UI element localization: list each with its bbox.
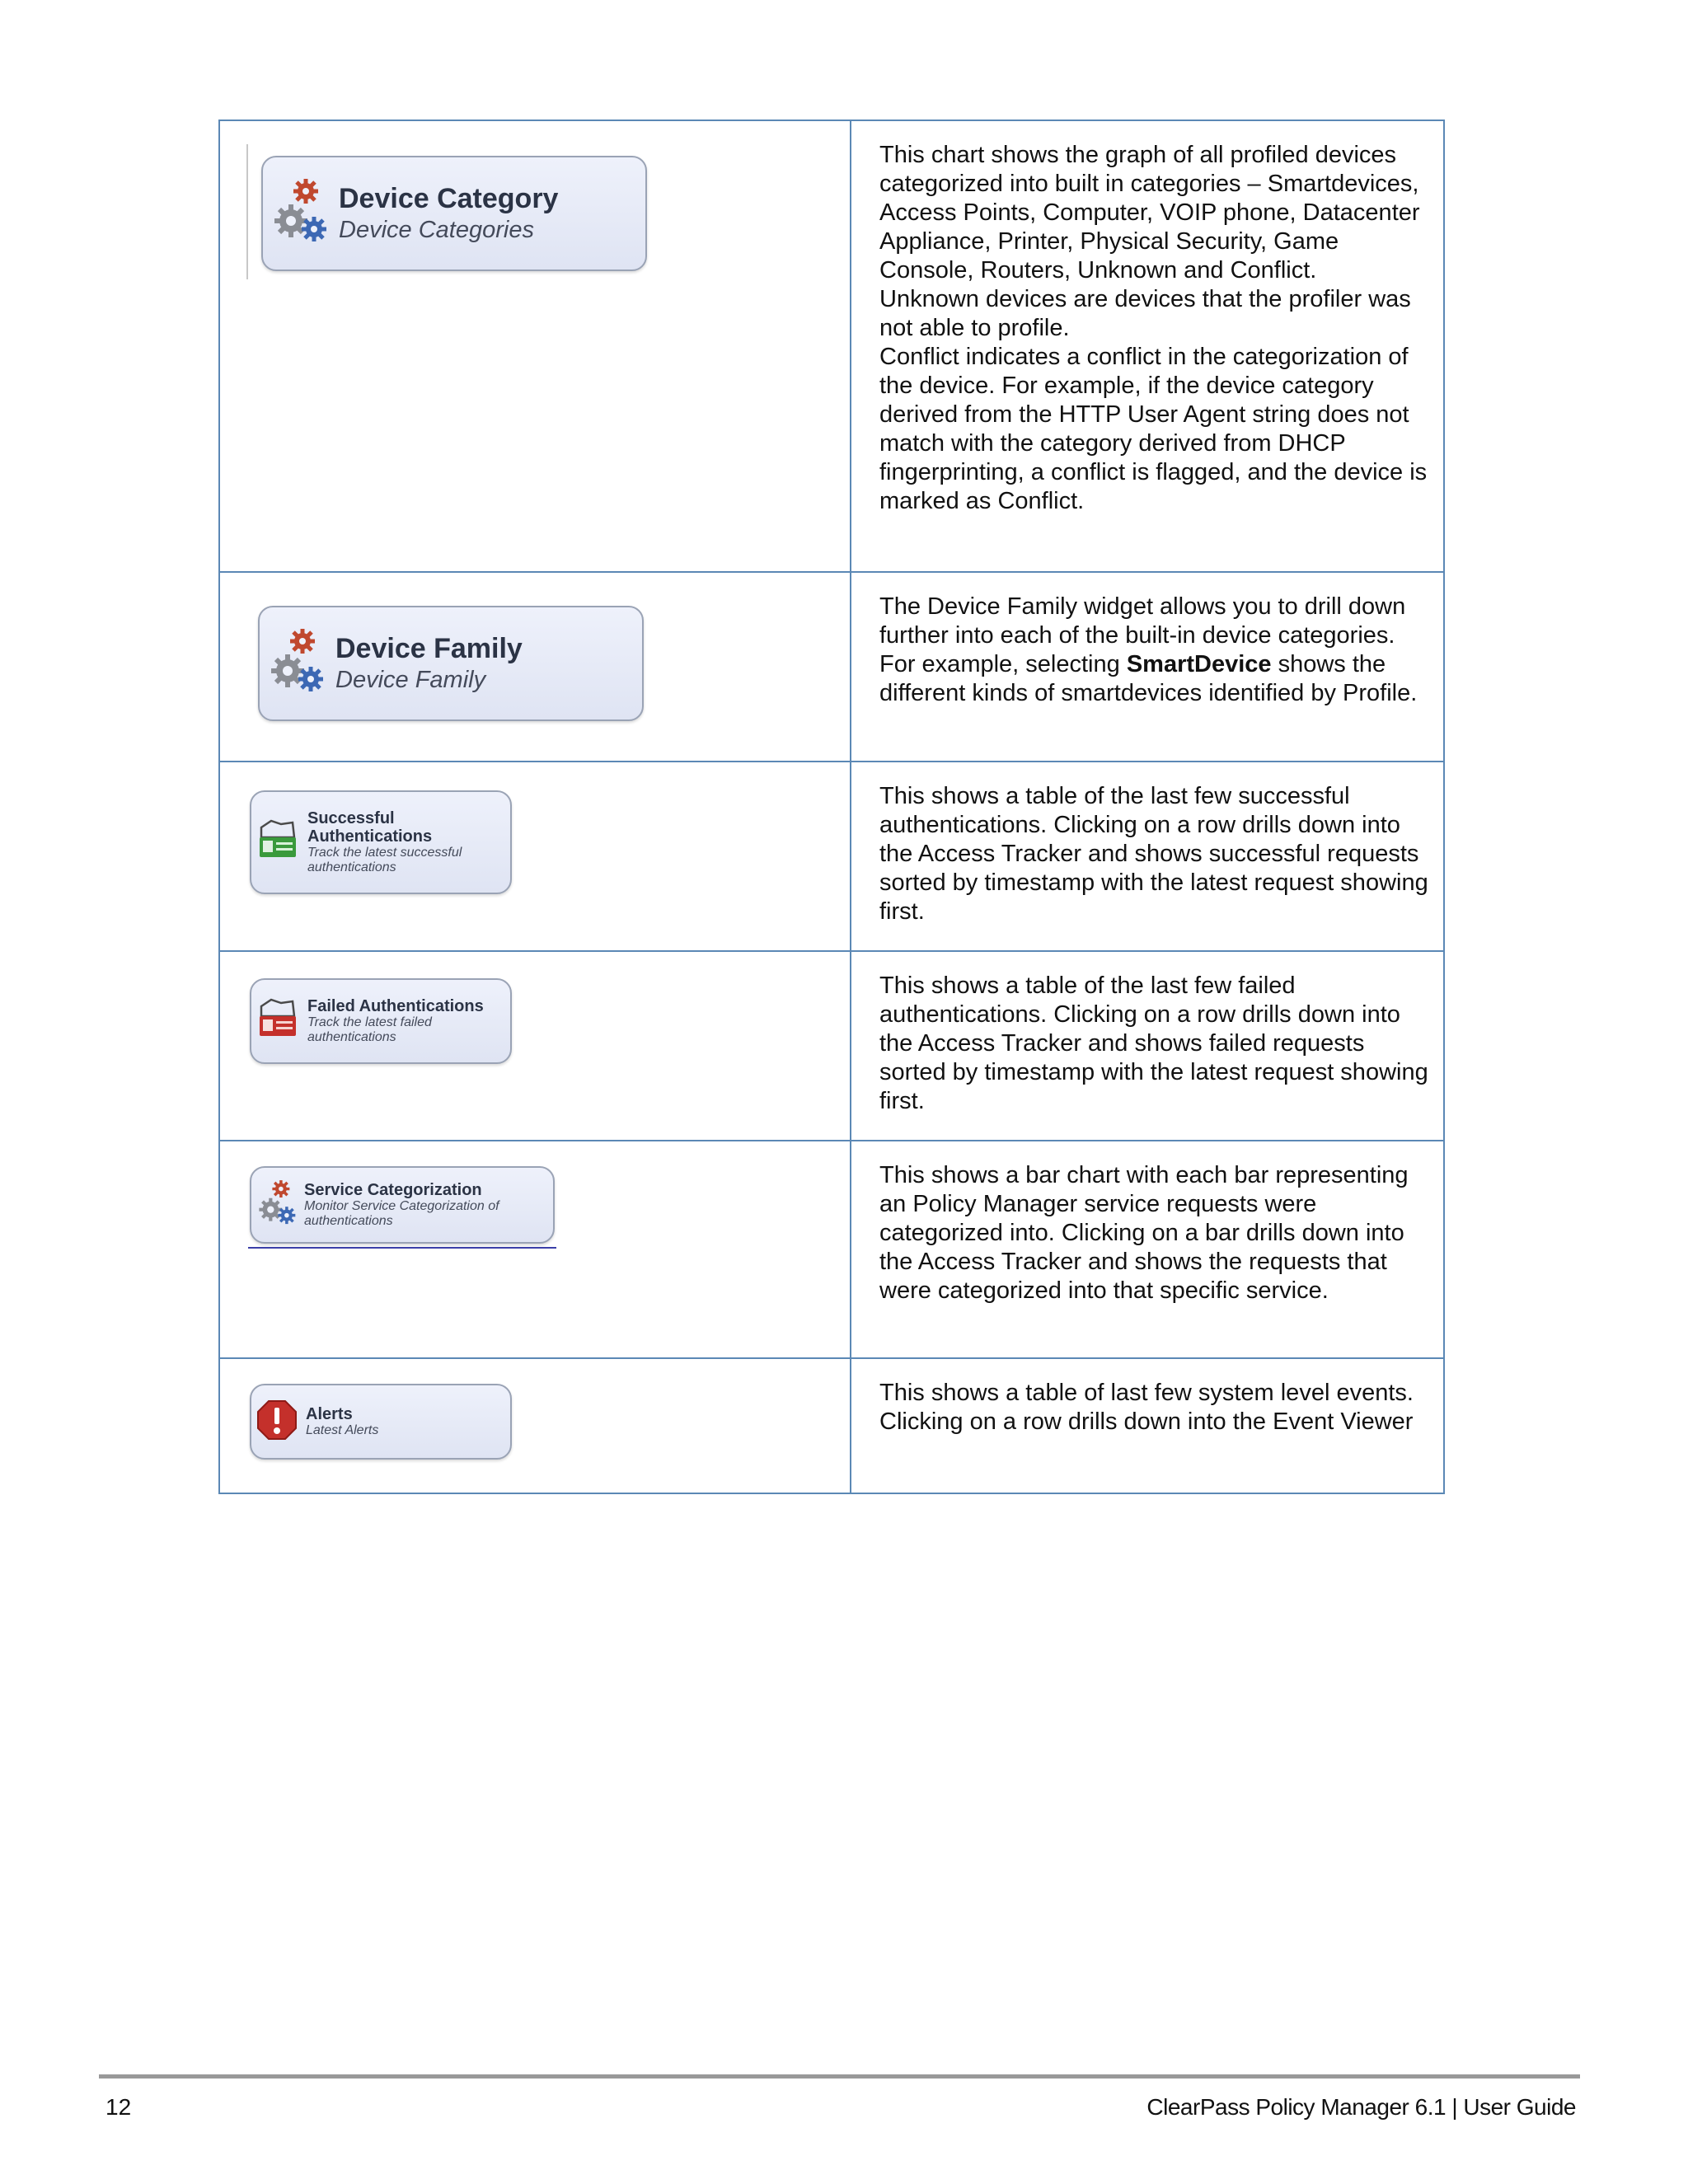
widget-subtitle: authentications bbox=[304, 1214, 393, 1228]
widget-cell bbox=[219, 1141, 851, 1358]
smartdevice-term: SmartDevice bbox=[1126, 651, 1272, 677]
divider bbox=[246, 144, 248, 279]
gears-icon bbox=[270, 626, 324, 701]
description-text: This shows a table of the last few successful authentications. Clicking on a row drills down into the Access Tracker and shows successful requests sorted by timestamp with the latest request showing first. bbox=[879, 783, 1428, 925]
gears-icon bbox=[273, 176, 327, 251]
widget-subtitle: authentications bbox=[307, 860, 396, 874]
table-row bbox=[219, 1358, 1444, 1493]
table-row bbox=[219, 762, 1444, 951]
description-cell bbox=[851, 951, 1444, 1141]
folder-failed-icon bbox=[256, 995, 301, 1048]
widget-title: Service Categorization bbox=[304, 1181, 482, 1199]
widget-subtitle: Device Family bbox=[335, 667, 486, 693]
gears-icon bbox=[256, 1179, 298, 1232]
table-row bbox=[219, 120, 1444, 572]
alerts-widget[interactable] bbox=[250, 1384, 512, 1460]
table-row bbox=[219, 951, 1444, 1141]
widget-cell bbox=[219, 762, 851, 951]
footer-rule bbox=[99, 2074, 1580, 2079]
description-cell bbox=[851, 1358, 1444, 1493]
description-text: Unknown devices are devices that the profiler was not able to profile. bbox=[879, 286, 1411, 341]
description-cell bbox=[851, 1141, 1444, 1358]
description-text: This shows a bar chart with each bar representing an Policy Manager service requests were categorized into. Clicking on a bar drills down into the Access Tracker and shows the requests that were categorized into that specific service. bbox=[879, 1162, 1409, 1304]
widget-title: Alerts bbox=[306, 1405, 353, 1423]
widget-subtitle: Device Categories bbox=[339, 217, 534, 243]
table-row bbox=[219, 1141, 1444, 1358]
device-family-widget[interactable] bbox=[258, 606, 644, 721]
description-text: The Device Family widget allows you to drill down further into each of the built-in device categories. For example, selecting SmartDevice shows the different kinds of smartdevices identified by Profile. bbox=[879, 593, 1418, 706]
description-text: This chart shows the graph of all profiled devices categorized into built in categories – Smartdevices, Access Points, Computer, VOIP phone, Datacenter Appliance, Printer, Physical Security, Game Console, Routers, Unknown and Conflict. bbox=[879, 142, 1420, 284]
footer-title: ClearPass Policy Manager 6.1 | User Guide bbox=[1146, 2094, 1576, 2120]
widget-description-table bbox=[218, 120, 1445, 1494]
widget-subtitle: Monitor Service Categorization of bbox=[304, 1199, 499, 1213]
widget-cell bbox=[219, 572, 851, 762]
successful-authentications-widget[interactable] bbox=[250, 790, 512, 894]
widget-title: Device Family bbox=[335, 633, 523, 664]
widget-subtitle: Track the latest successful bbox=[307, 846, 462, 860]
device-category-widget[interactable] bbox=[261, 156, 647, 271]
service-categorization-widget[interactable] bbox=[250, 1166, 555, 1244]
table-row bbox=[219, 572, 1444, 762]
description-text: This shows a table of last few system level events. Clicking on a row drills down into the Event Viewer bbox=[879, 1380, 1414, 1435]
description-cell bbox=[851, 762, 1444, 951]
description-text: This shows a table of the last few failed authentications. Clicking on a row drills down into the Access Tracker and shows failed requests sorted by timestamp with the latest request showing first. bbox=[879, 972, 1428, 1114]
description-text: Conflict indicates a conflict in the categorization of the device. For example, if the device category derived from the HTTP User Agent string does not match with the category derived from DHCP fingerprinting, a conflict is flagged, and the device is marked as Conflict. bbox=[879, 344, 1428, 514]
description-cell bbox=[851, 120, 1444, 572]
widget-title: Device Category bbox=[339, 183, 559, 214]
page-number: 12 bbox=[106, 2094, 132, 2120]
alert-icon bbox=[256, 1399, 298, 1445]
widget-cell bbox=[219, 951, 851, 1141]
widget-cell bbox=[219, 120, 851, 572]
widget-subtitle: Track the latest failed bbox=[307, 1015, 432, 1029]
widget-subtitle: authentications bbox=[307, 1030, 396, 1044]
folder-success-icon bbox=[256, 816, 301, 869]
widget-title: Failed Authentications bbox=[307, 997, 484, 1015]
widget-subtitle: Latest Alerts bbox=[306, 1423, 379, 1437]
widget-title: Authentications bbox=[307, 827, 433, 846]
underline-divider bbox=[248, 1247, 556, 1249]
description-cell bbox=[851, 572, 1444, 762]
widget-title: Successful bbox=[307, 809, 395, 827]
widget-cell bbox=[219, 1358, 851, 1493]
failed-authentications-widget[interactable] bbox=[250, 978, 512, 1064]
